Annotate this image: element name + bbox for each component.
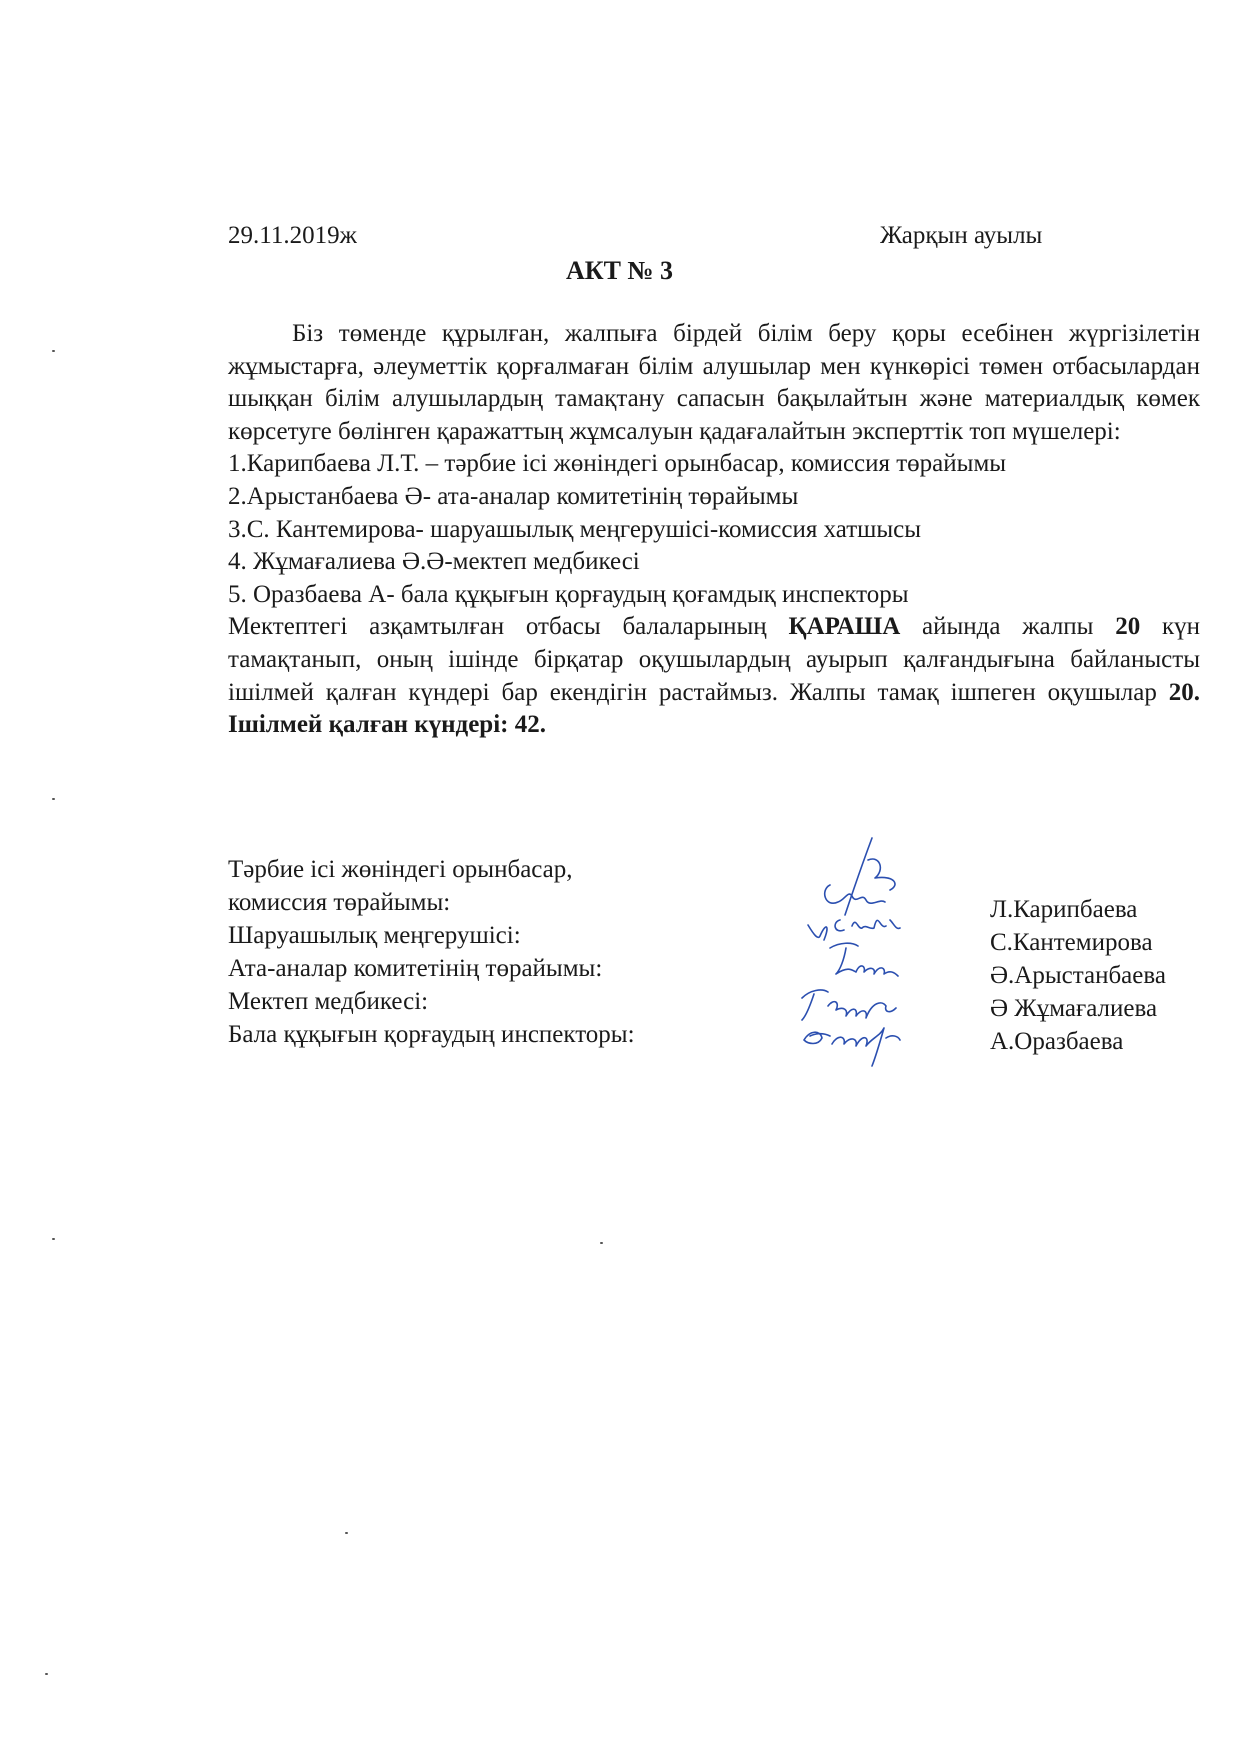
- signature-role: комиссия төрайымы:: [228, 889, 451, 916]
- summary-total: 20. Ішілмей қалған күндері: 42.: [228, 678, 1200, 739]
- member-item: 5. Оразбаева А- бала құқығын қорғаудың қоғамдық инспекторы: [228, 580, 909, 608]
- signature-zhumagalieva: [802, 990, 896, 1020]
- signature-name: А.Оразбаева: [990, 1028, 1124, 1055]
- signature-name: Ә.Арыстанбаева: [990, 962, 1166, 989]
- signature-kantemirova: [808, 920, 900, 940]
- intro-paragraph: Біз төменде құрылған, жалпыға бірдей білім беру қоры есебінен жүргізілетін жұмыстарға, әлеуметтік қорғалмаған білім алушылар мен күнкөрісі төмен отбасылардан шыққан білім алушылардың тамақтану сапасын бақылайтын және материалдық көмек көрсетуге бөлінген қаражаттың жұмсалуын қадағалайтын эксперттік топ мүшелері:: [228, 320, 1200, 445]
- signature-role: Ата-аналар комитетінің төрайымы:: [228, 955, 603, 982]
- signature-role: Мектеп медбикесі:: [228, 988, 429, 1015]
- document-date: 29.11.2019ж: [228, 222, 357, 249]
- signature-karipbaeva: [825, 838, 895, 915]
- summary-text: айында жалпы: [900, 613, 1116, 641]
- document-title: АКТ № 3: [565, 256, 674, 285]
- summary-paragraph: [228, 611, 1200, 741]
- signature-name: С.Кантемирова: [990, 929, 1153, 956]
- signature-role: Тәрбие ісі жөніндегі орынбасар,: [228, 856, 573, 883]
- signature-role: Шаруашылық меңгерушісі:: [228, 922, 521, 949]
- handwritten-signatures: [800, 830, 1000, 1080]
- document-body: [228, 318, 1200, 742]
- scan-speck: [52, 798, 55, 800]
- member-item: 3.С. Кантемирова- шаруашылық меңгерушісі-комиссия хатшысы: [228, 515, 922, 543]
- signature-roles: [228, 853, 828, 1051]
- member-item: 2.Арыстанбаева Ә- ата-аналар комитетінің төрайымы: [228, 482, 799, 510]
- document-place: Жарқын ауылы: [880, 222, 1043, 249]
- summary-text: күн тамақтанып, оның ішінде бірқатар оқушылардың ауырып қалғандығына байланысты ішілмей қалған күндері бар екендігін растаймыз. Жалпы тамақ ішпеген оқушылар: [228, 613, 1200, 706]
- summary-days: 20: [1115, 613, 1141, 641]
- summary-text: Мектептегі азқамтылған отбасы балаларының: [228, 613, 789, 641]
- scan-speck: [52, 1238, 55, 1240]
- signature-names: [990, 893, 1210, 1058]
- scan-speck: [52, 350, 55, 352]
- signature-arystanbaeva: [830, 943, 898, 976]
- member-item: 4. Жұмағалиева Ә.Ә-мектеп медбикесі: [228, 548, 640, 576]
- signature-role: Бала құқығын қорғаудың инспекторы:: [228, 1021, 635, 1048]
- scan-speck: [345, 1532, 348, 1534]
- scan-speck: [600, 1242, 603, 1244]
- signature-name: Ә Жұмағалиева: [990, 995, 1158, 1022]
- signature-orazbaeva: [804, 1028, 900, 1066]
- member-item: 1.Карипбаева Л.Т. – тәрбие ісі жөніндегі орынбасар, комиссия төрайымы: [228, 450, 1007, 478]
- summary-month: ҚАРАША: [788, 613, 901, 641]
- scan-speck: [45, 1673, 48, 1675]
- signature-name: Л.Карипбаева: [990, 896, 1138, 923]
